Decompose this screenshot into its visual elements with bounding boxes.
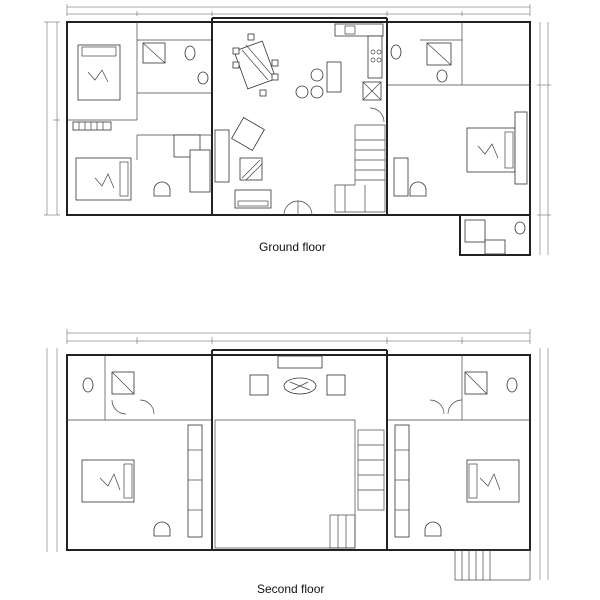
ground-walls bbox=[67, 18, 530, 255]
ground-right-bathroom bbox=[391, 43, 451, 82]
second-left-bathroom bbox=[83, 372, 154, 414]
second-stairs bbox=[330, 430, 384, 548]
ground-annex-bath bbox=[465, 220, 525, 254]
second-lounge bbox=[250, 356, 345, 395]
ground-dining-table bbox=[233, 34, 278, 96]
ground-left-bathroom bbox=[143, 43, 208, 84]
ground-stairs bbox=[335, 108, 385, 212]
second-left-bedroom-bed bbox=[82, 425, 202, 537]
ground-left-bedroom-bed bbox=[78, 45, 120, 100]
ground-floor-plan bbox=[44, 4, 551, 255]
second-floor-plan bbox=[47, 329, 548, 580]
ground-armchair-left bbox=[154, 182, 170, 196]
ground-floor-caption: Ground floor bbox=[259, 240, 326, 254]
second-right-bathroom bbox=[430, 372, 517, 414]
ground-entry-door bbox=[284, 201, 312, 215]
ground-right-bedroom-bed bbox=[394, 112, 527, 196]
second-right-bedroom-bed bbox=[395, 425, 519, 537]
ground-living-area bbox=[174, 118, 271, 208]
ground-wardrobe bbox=[73, 122, 111, 130]
second-exterior-steps bbox=[455, 550, 530, 580]
ground-bottom-left-bedroom-bed bbox=[76, 158, 131, 200]
second-floor-caption: Second floor bbox=[257, 582, 325, 596]
ground-kitchen bbox=[296, 24, 383, 100]
